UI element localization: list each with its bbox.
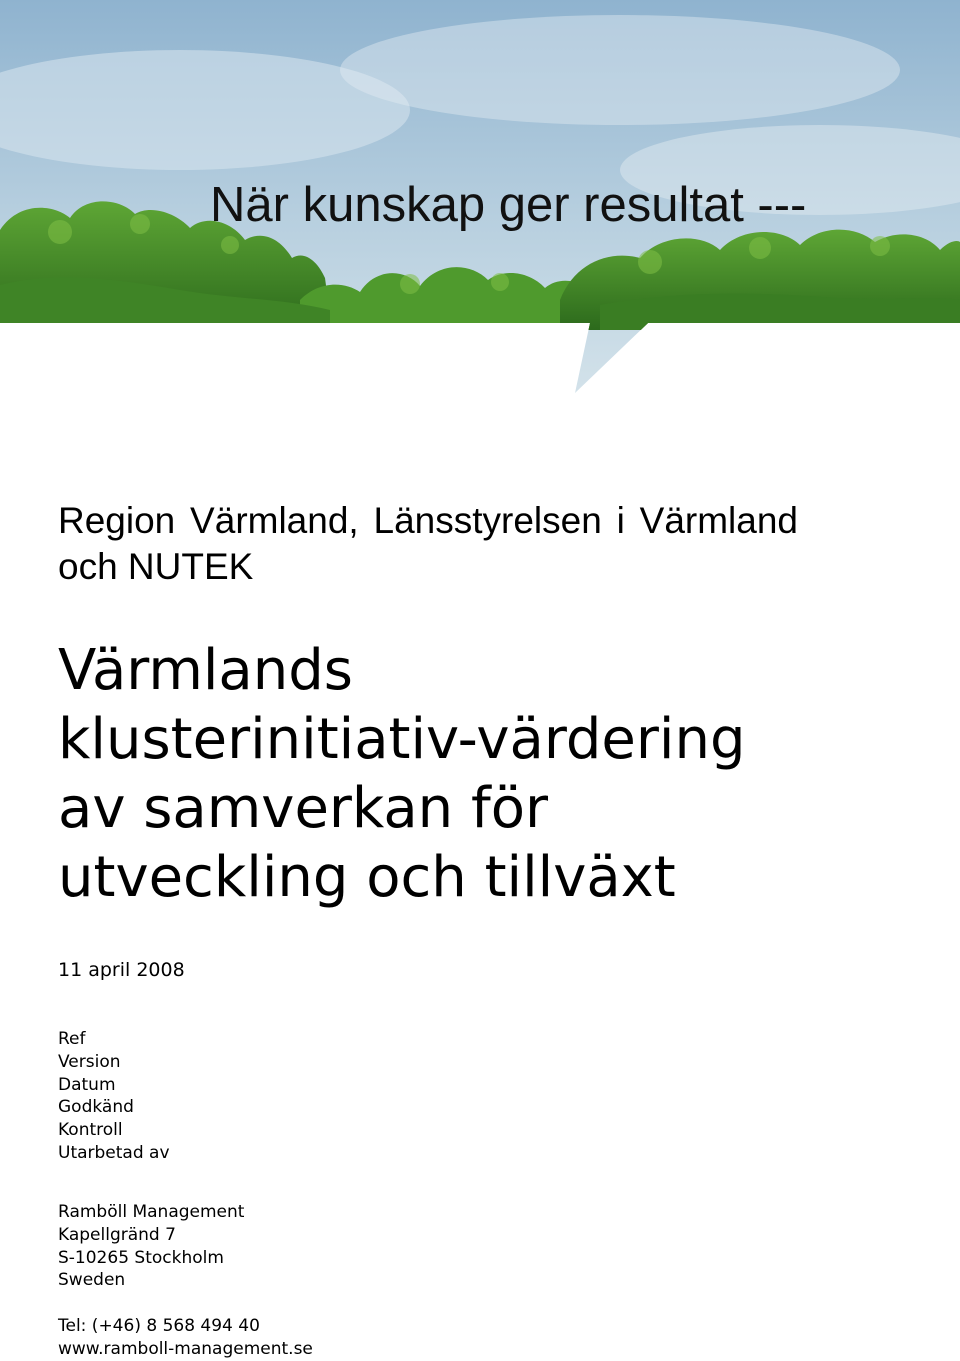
phone-number: Tel: (+46) 8 568 494 40 [58,1316,260,1336]
meta-label-kontroll: Kontroll [58,1120,123,1141]
company-address [58,1201,244,1292]
client-names: Region Värmland, Länsstyrelsen i Värmland och NUTEK [58,500,798,587]
report-date: 11 april 2008 [58,959,185,981]
meta-label-datum: Datum [58,1074,116,1095]
report-title-line: klusterinitiativ-värdering [58,707,746,772]
report-title-line: Värmlands [58,638,353,703]
meta-label-ref: Ref [58,1029,86,1049]
address-line-company: Ramböll Management [58,1202,245,1222]
document-metadata-labels [58,1028,170,1165]
report-title [58,636,938,912]
address-line-city: S-10265 Stockholm [58,1247,224,1268]
report-title-line: av samverkan för [58,776,548,841]
meta-label-utarbetad-av: Utarbetad av [58,1142,170,1163]
address-line-street: Kapellgränd 7 [58,1224,176,1245]
address-line-country: Sweden [58,1270,126,1291]
website-link[interactable]: www.ramboll-management.se [58,1338,313,1359]
company-contact [58,1315,313,1361]
cover-tagline: När kunskap ger resultat --- [210,178,807,232]
meta-label-version: Version [58,1051,121,1072]
report-title-line: utveckling och tillväxt [58,845,676,910]
meta-label-godkand: Godkänd [58,1097,134,1118]
